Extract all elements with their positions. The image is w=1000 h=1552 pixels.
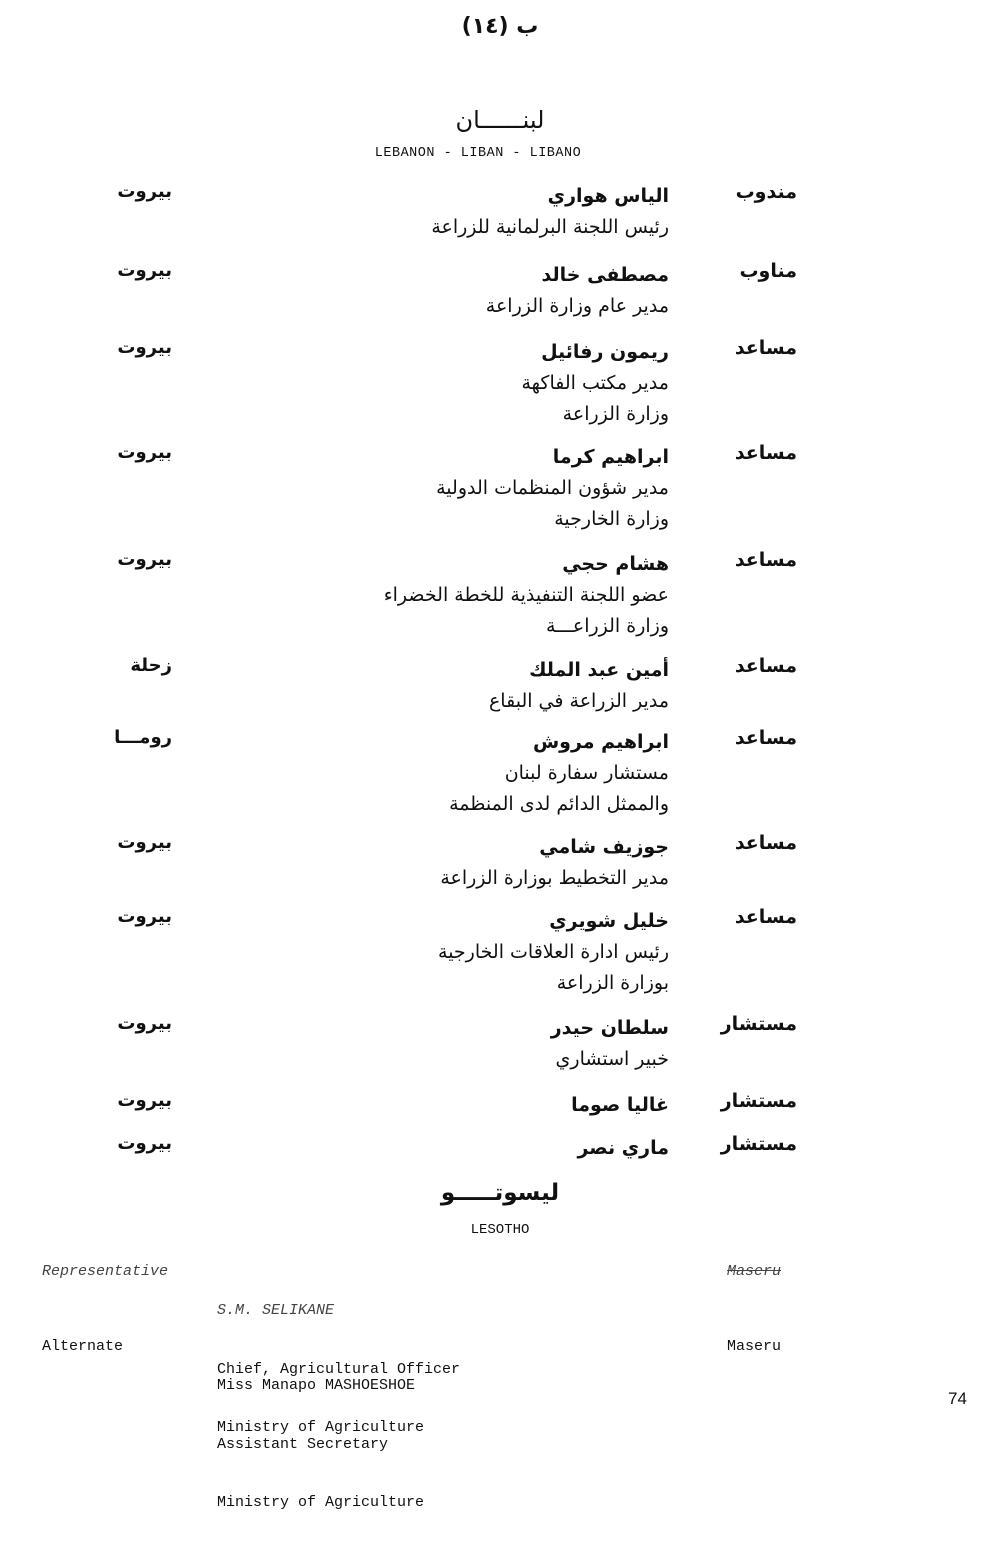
delegate-title: وزارة الزراعة [562, 403, 669, 425]
delegate-role: مساعد [734, 442, 797, 464]
delegate-city: زحلة [130, 655, 172, 676]
delegate-name: خليل شويري [549, 910, 669, 932]
delegate-details [438, 906, 669, 999]
delegate-title: وزارة الزراعـــة [545, 615, 669, 637]
country-title-latin: LEBANON - LIBAN - LIBANO [374, 146, 582, 161]
delegate-role: مساعد [734, 337, 797, 359]
delegate-city: بيروت [117, 1133, 172, 1154]
delegate-role: مساعد [734, 549, 797, 571]
delegate-city: بيروت [117, 1013, 172, 1034]
delegate-role: مساعد [734, 832, 797, 854]
page-number: 74 [948, 1389, 967, 1408]
delegate-role: مساعد [734, 655, 797, 677]
delegate-name: S.M. SELIKANE [217, 1302, 335, 1319]
delegate-role: مستشار [720, 1133, 797, 1155]
delegate-details [577, 1133, 669, 1164]
delegate-title: بوزارة الزراعة [556, 972, 669, 994]
delegate-name: Miss Manapo MASHOESHOE [217, 1377, 416, 1394]
delegate-name: سلطان حيدر [550, 1017, 669, 1039]
delegate-name: ماري نصر [577, 1137, 669, 1159]
delegate-role: مساعد [734, 727, 797, 749]
delegate-city: بيروت [117, 260, 172, 281]
country-title-arabic: لبنــــــان [455, 106, 545, 134]
delegate-details [440, 832, 669, 894]
delegate-name: جوزيف شامي [539, 836, 669, 858]
delegate-name: غاليا صوما [571, 1094, 669, 1116]
country2-title-latin: LESOTHO [470, 1222, 530, 1238]
delegate-details [217, 1337, 424, 1552]
delegate-details [486, 260, 669, 322]
delegate-title: Ministry of Agriculture [217, 1419, 425, 1436]
delegate-details [489, 655, 669, 717]
delegate-details [431, 181, 669, 243]
delegate-title: مدير مكتب الفاكهة [521, 372, 669, 394]
delegate-title: والممثل الدائم لدى المنظمة [449, 793, 669, 815]
delegate-name: ابراهيم كرما [552, 446, 669, 468]
delegate-title: Chief, Agricultural Officer [217, 1360, 461, 1378]
delegate-role: Alternate [42, 1338, 124, 1355]
delegate-name: مصطفى خالد [541, 264, 669, 286]
delegate-details [571, 1090, 669, 1121]
delegate-title: Ministry of Agriculture [217, 1494, 425, 1511]
delegate-city: Maseru [727, 1338, 782, 1355]
delegate-role: مندوب [735, 181, 797, 203]
delegate-name: ابراهيم مروش [532, 731, 669, 753]
delegate-title: مدير عام وزارة الزراعة [485, 295, 669, 317]
delegate-title: مدير الزراعة في البقاع [488, 690, 669, 712]
delegate-city: بيروت [117, 906, 172, 927]
delegate-title: عضو اللجنة التنفيذية للخطة الخضراء [383, 584, 669, 606]
delegate-name: هشام حجي [562, 553, 669, 575]
delegate-city: رومـــا [114, 727, 172, 748]
delegate-city: بيروت [117, 181, 172, 202]
delegate-details [521, 337, 669, 430]
delegate-city: بيروت [117, 1090, 172, 1111]
delegate-title: مدير شؤون المنظمات الدولية [436, 477, 669, 499]
delegate-role: Representative [42, 1263, 169, 1280]
delegate-role: مستشار [720, 1013, 797, 1035]
delegate-city: بيروت [117, 549, 172, 570]
country2-title-arabic: ليسوتـــــو [440, 1180, 560, 1206]
delegate-role: مساعد [734, 906, 797, 928]
delegate-details [551, 1013, 669, 1075]
delegate-details [449, 727, 669, 820]
delegate-city: Maseru [727, 1263, 782, 1280]
delegate-title: مدير التخطيط بوزارة الزراعة [440, 867, 669, 889]
delegate-title: رئيس ادارة العلاقات الخارجية [438, 941, 669, 963]
delegate-details [384, 549, 669, 642]
delegate-city: بيروت [117, 832, 172, 853]
delegate-city: بيروت [117, 337, 172, 358]
delegate-name: أمين عبد الملك [529, 659, 669, 681]
delegate-city: بيروت [117, 442, 172, 463]
delegate-title: رئيس اللجنة البرلمانية للزراعة [431, 216, 669, 238]
delegate-title: وزارة الخارجية [554, 508, 669, 530]
delegate-name: الياس هواري [547, 185, 669, 207]
delegate-role: مناوب [739, 260, 797, 282]
delegate-role: مستشار [720, 1090, 797, 1112]
delegate-title: Assistant Secretary [217, 1435, 389, 1453]
delegate-details [436, 442, 669, 535]
delegate-name: ريمون رفائيل [541, 341, 669, 363]
delegate-title: مستشار سفارة لبنان [504, 762, 669, 784]
page-header: ب (١٤) [461, 14, 539, 39]
delegate-title: خبير استشاري [555, 1048, 669, 1070]
